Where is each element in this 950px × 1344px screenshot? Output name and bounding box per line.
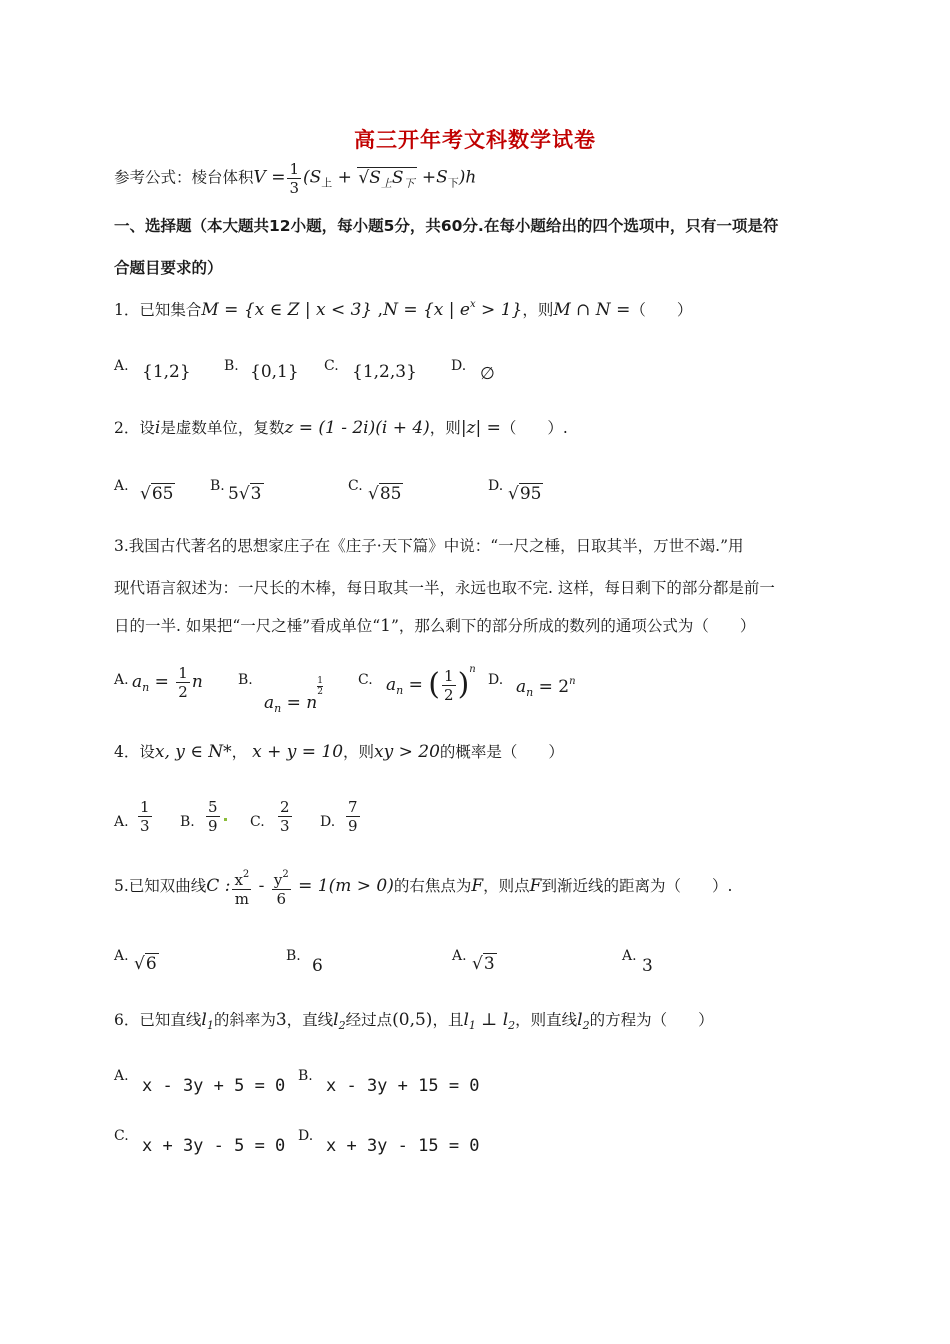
- q1-option-a-value: {1,2}: [142, 362, 191, 382]
- question-3-line-2: 现代语言叙述为：一尺长的木棒，每日取其一半，永远也取不完. 这样，每日剩下的部分都是前一: [114, 579, 775, 597]
- q6-option-d-value: x + 3y - 15 = 0: [326, 1136, 480, 1156]
- q1-option-b-value: {0,1}: [250, 362, 299, 382]
- q3-option-c: C.: [358, 672, 373, 688]
- question-4: 4．设x, y ∈ N*， x + y = 10，则xy > 20的概率是（ ）: [114, 742, 564, 762]
- q3-option-c-value: $a_n$ = ( $\frac{1}{2}$ )$^n$: [386, 664, 476, 704]
- q6-option-b-value: x - 3y + 15 = 0: [326, 1076, 480, 1096]
- q6-option-c-value: x + 3y - 5 = 0: [142, 1136, 286, 1156]
- q1-option-c-value: {1,2,3}: [352, 362, 417, 382]
- q2-option-d-value: √95: [508, 484, 542, 504]
- section-heading-cont: 合题目要求的）: [114, 259, 223, 277]
- q3-option-d: D.: [488, 672, 504, 688]
- q2-option-b: B.: [210, 478, 225, 494]
- q6-option-b: B.: [298, 1068, 313, 1084]
- page-title: 高三开年考文科数学试卷: [354, 128, 596, 152]
- q6-option-a-value: x - 3y + 5 = 0: [142, 1076, 286, 1096]
- q5-option-d: A.: [622, 948, 637, 964]
- q3-option-b: B.: [238, 672, 253, 688]
- q4-option-c-value: $\frac{2}{3}$: [280, 798, 290, 835]
- q5-option-c: A.: [452, 948, 467, 964]
- q6-option-a: A.: [114, 1068, 129, 1084]
- q5-option-b-value: 6: [312, 956, 323, 976]
- q2-option-a-value: √65: [140, 484, 174, 504]
- q1-option-c: C.: [324, 358, 339, 374]
- question-5: 5.已知双曲线C : $\frac{x^2}{m}$ - $\frac{y^2}{6}$ = 1(m > 0)的右焦点为F，则点F到渐近线的距离为（ ）.: [114, 866, 732, 908]
- stray-mark: [224, 818, 227, 821]
- q5-option-a: A.: [114, 948, 129, 964]
- q4-option-b: B.: [180, 814, 195, 830]
- q1-option-d-value: ∅: [480, 364, 495, 384]
- question-6: 6．已知直线$l_1$的斜率为3，直线$l_2$经过点(0,5)，且$l_1$ ⊥ $l_2$，则直线$l_2$的方程为（ ）: [114, 1010, 714, 1032]
- q5-option-d-value: 3: [642, 956, 653, 976]
- question-1: 1．已知集合M = {x ∈ Z | x < 3} ,N = {x | $e^x > 1$}，则M ∩ N =（ ）: [114, 299, 693, 320]
- q4-option-d-value: $\frac{7}{9}$: [348, 798, 358, 835]
- q5-option-a-value: √6: [134, 954, 157, 974]
- question-3-line-1: 3.我国古代著名的思想家庄子在《庄子·天下篇》中说：“一尺之棰，日取其半，万世不竭.”用: [114, 537, 744, 555]
- q2-option-d: D.: [488, 478, 504, 494]
- q5-option-b: B.: [286, 948, 301, 964]
- q2-option-a: A.: [114, 478, 129, 494]
- q4-option-b-value: $\frac{5}{9}$: [208, 798, 218, 835]
- question-3-line-3: 日的一半. 如果把“一尺之棰”看成单位“1”，那么剩下的部分所成的数列的通项公式为（ ）: [114, 616, 756, 636]
- q4-option-c: C.: [250, 814, 265, 830]
- q5-option-c-value: √3: [472, 954, 495, 974]
- reference-formula: 参考公式：棱台体积V = $\frac{1}{3}$ $(S_上 + √S_上S_下 +S_下)h$: [114, 160, 477, 197]
- q4-option-a: A.: [114, 814, 129, 830]
- q1-option-d: D.: [451, 358, 467, 374]
- q2-option-c-value: √85: [368, 484, 402, 504]
- q1-option-a: A.: [114, 358, 129, 374]
- q2-option-c: C.: [348, 478, 363, 494]
- q4-option-d: D.: [320, 814, 336, 830]
- q1-option-b: B.: [224, 358, 239, 374]
- q3-option-a: A.: [114, 672, 129, 688]
- q3-option-a-value: $a_n$ = $\frac{1}{2}$ n: [132, 664, 203, 701]
- q2-option-b-value: 5√3: [228, 484, 262, 504]
- question-2: 2．设i是虚数单位，复数z = (1 - 2i)(i + 4)，则|z| =（ ）.: [114, 418, 568, 438]
- q6-option-d: D.: [298, 1128, 314, 1144]
- q4-option-a-value: $\frac{1}{3}$: [140, 798, 150, 835]
- q6-option-c: C.: [114, 1128, 129, 1144]
- section-heading: 一、选择题（本大题共12小题，每小题5分，共60分.在每小题给出的四个选项中，只有一项是符: [114, 217, 779, 235]
- q3-option-b-value: $a_n = n$ $\frac{1}{2}$: [264, 676, 323, 715]
- q3-option-d-value: $a_n = 2^n$: [516, 676, 576, 699]
